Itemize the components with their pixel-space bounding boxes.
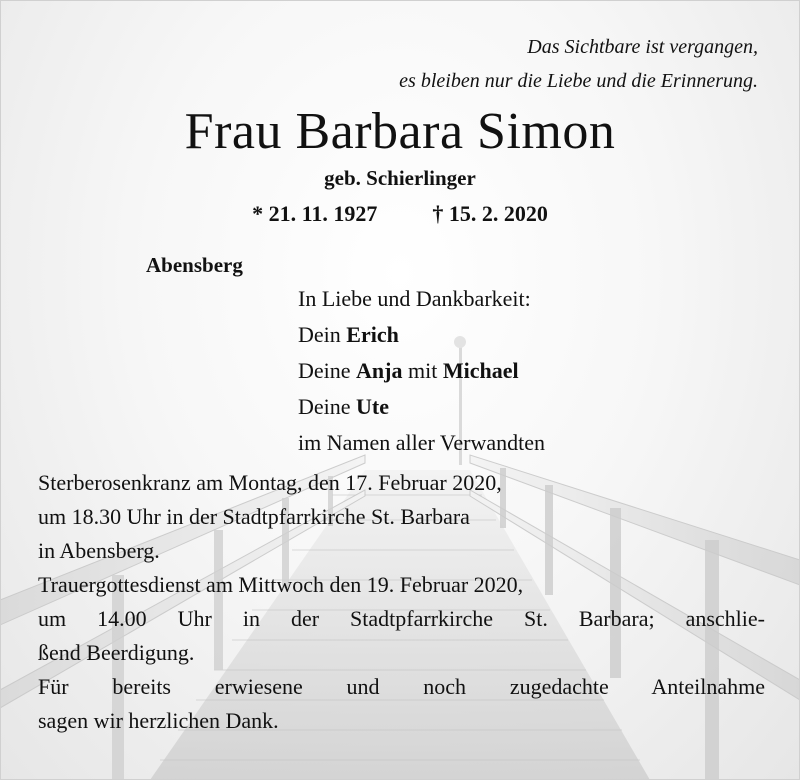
maiden-name: geb. Schierlinger xyxy=(324,166,476,190)
announcement-line: Sterberosenkranz am Montag, den 17. Februar 2020, xyxy=(38,470,502,495)
memorial-quote xyxy=(399,30,758,98)
announcement-line: um 14.00 Uhr in der Stadtpfarrkirche St. Barbara; anschlie- xyxy=(38,606,765,631)
mourner-name: Anja xyxy=(356,358,403,383)
announcement-line: um 18.30 Uhr in der Stadtpfarrkirche St. Barbara xyxy=(38,504,470,529)
service-announcement xyxy=(38,466,765,738)
mourner-line: Deine Anja mit Michael xyxy=(298,358,519,383)
residence-place: Abensberg xyxy=(146,253,243,277)
deceased-name: Frau Barbara Simon xyxy=(184,103,616,160)
mourners-intro: In Liebe und Dankbarkeit: xyxy=(298,286,531,311)
life-dates xyxy=(0,199,800,229)
mourner-name: Michael xyxy=(442,358,519,383)
mourner-name: Erich xyxy=(346,322,399,347)
mourners-block xyxy=(298,281,545,461)
announcement-line: sagen wir herzlichen Dank. xyxy=(38,708,279,733)
announcement-line: Für bereits erwiesene und noch zugedachte Anteilnahme xyxy=(38,674,765,699)
quote-line-1: Das Sichtbare ist vergangen, xyxy=(527,36,758,58)
mourner-line: Dein Erich xyxy=(298,322,399,347)
quote-line-2: es bleiben nur die Liebe und die Erinnerung. xyxy=(399,70,758,92)
mourner-name: Ute xyxy=(356,394,390,419)
announcement-line: Trauergottesdienst am Mittwoch den 19. Februar 2020, xyxy=(38,572,524,597)
announcement-line: in Abensberg. xyxy=(38,538,160,563)
mourners-closing: im Namen aller Verwandten xyxy=(298,430,546,455)
birth-date: * 21. 11. 1927 xyxy=(252,201,378,226)
death-date: † 15. 2. 2020 xyxy=(432,201,548,226)
mourner-line: Deine Ute xyxy=(298,394,390,419)
announcement-line: ßend Beerdigung. xyxy=(38,640,195,665)
